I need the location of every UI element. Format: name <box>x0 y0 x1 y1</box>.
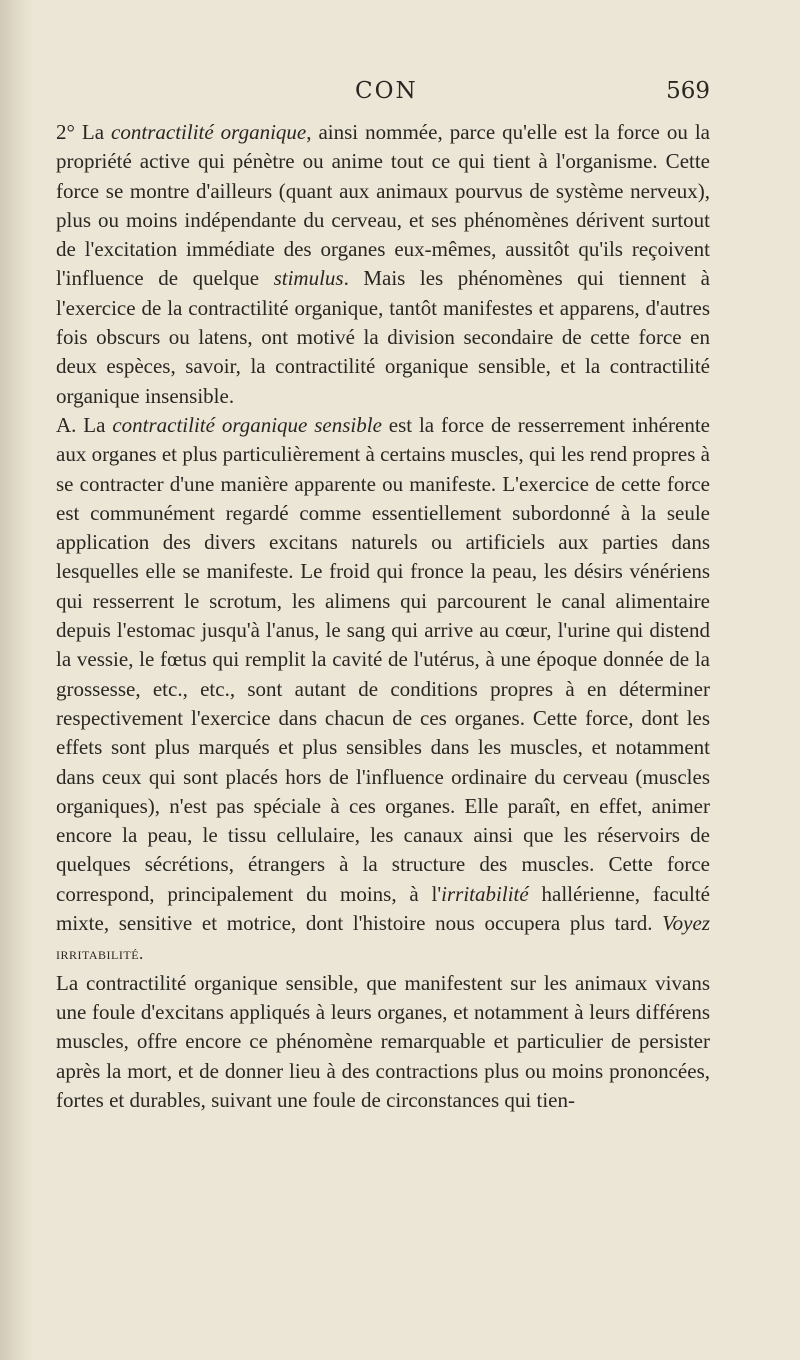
p2-prefix: A. La <box>56 412 113 437</box>
p2-text2: hallérienne, faculté mixte, sensitive et motrice, dont l'histoire nous occupera plus tard. <box>56 881 710 936</box>
body-text <box>56 118 710 1115</box>
running-head-word: CON <box>355 78 418 104</box>
paragraph-3 <box>56 969 710 1115</box>
p1-text: , ainsi nommée, parce qu'elle est la force ou la propriété active qui pénètre ou anime tout ce qui tient à l'organisme. Cette force se montre d'ailleurs (quant aux animaux pourvus de système nerveux), plus ou moins indépendante du cerveau, et ses phénomènes dérivent surtout de l'excitation immédiate des organes eux-mêmes, aussitôt qu'ils reçoivent l'influence de quelque <box>56 120 710 291</box>
paragraph-2 <box>56 411 710 969</box>
p1-text2: . Mais les phénomènes qui tiennent à l'exercice de la contractilité organique, tantôt manifestes et apparens, d'autres fois obscurs ou latens, ont motivé la division secondaire de cette force en deux espèces, savoir, la contractilité organique sensible, et la contractilité organique insensible. <box>56 266 710 408</box>
p1-prefix: 2° La <box>56 120 112 144</box>
p1-term2: stimulus <box>273 266 344 291</box>
running-head <box>100 78 710 108</box>
p2-term: contractilité organique sensible <box>112 412 382 437</box>
p2-text: est la force de resserrement inhérente aux organes et plus particulièrement à certains muscles, qui les rend propres à se contracter d'une manière apparente ou manifeste. L'exercice de cette force est communément regardé comme essentiellement subordonné à la seule application des divers excitans naturels ou artificiels aux parties dans lesquelles elle se manifeste. Le froid qui fronce la peau, les désirs vénériens qui resserrent le scrotum, les alimens qui parcourent le canal alimentaire depuis l'estomac jusqu'à l'anus, le sang qui arrive au cœur, l'urine qui distend la vessie, le fœtus qui remplit la cavité de l'utérus, à une époque donnée de la grossesse, etc., etc., sont autant de conditions propres à en déterminer respectivement l'exercice dans chacun de ces organes. Cette force, dont les effets sont plus marqués et plus sensibles dans les muscles, et notamment dans ceux qui sont placés hors de l'influence ordinaire du cerveau (muscles organiques), n'est pas spéciale à ces organes. Elle paraît, en effet, animer encore la peau, le tissu cellulaire, les canaux ainsi que les réservoirs de quelques sécrétions, étrangers à la structure des muscles. Cette force correspond, principalement du moins, à l' <box>56 412 710 906</box>
p3-text: La contractilité organique sensible, que manifestent sur les animaux vivans une foule d'excitans appliqués à leurs organes, et notamment à leurs différens muscles, offre encore ce phénomène remarquable et particulier de persister après la mort, et de donner lieu à des contractions plus ou moins prononcées, fortes et durables, suivant une foule de circonstances qui tien- <box>56 970 710 1112</box>
paragraph-1 <box>56 118 710 411</box>
p2-see-ref: irritabilité. <box>56 944 144 964</box>
page-binding-edge <box>0 0 34 1360</box>
p2-see: Voyez <box>662 911 710 936</box>
page-number: 569 <box>666 78 710 104</box>
p2-term2: irritabilité <box>441 881 529 906</box>
p1-term: contractilité organique <box>111 120 307 144</box>
